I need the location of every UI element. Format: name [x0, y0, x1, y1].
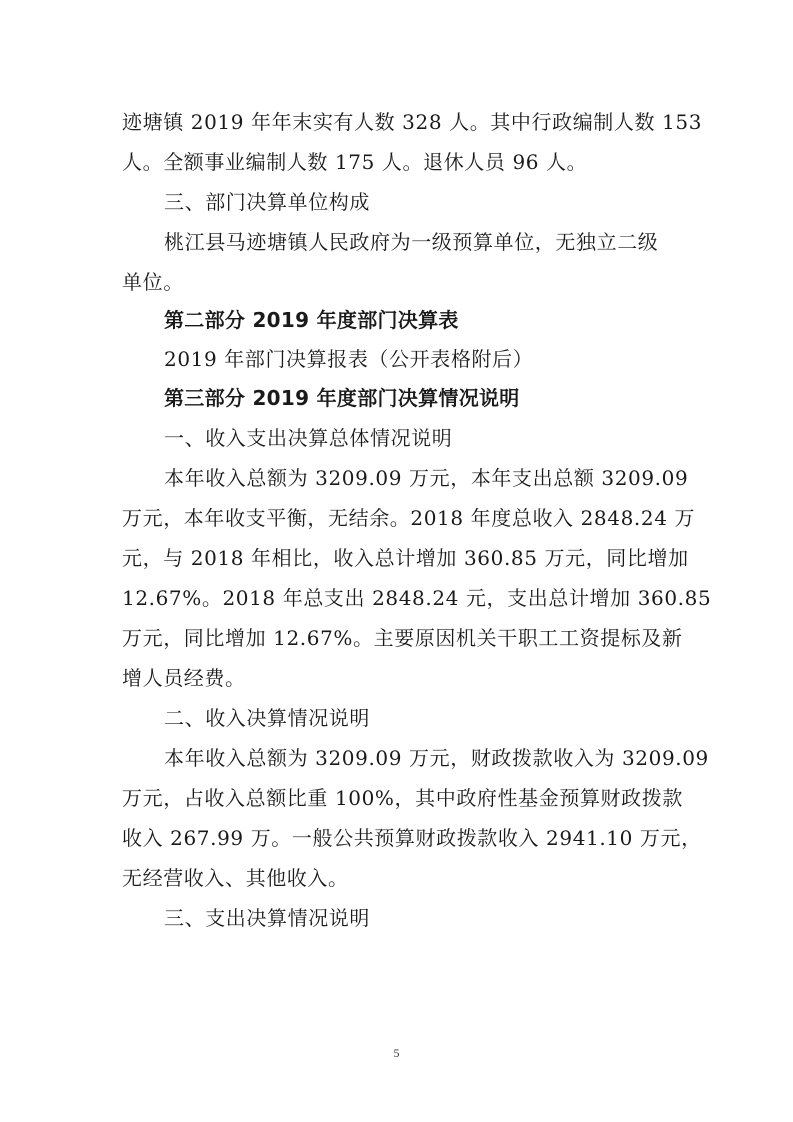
paragraph-line: 万元，占收入总额比重 100%，其中政府性基金预算财政拨款: [122, 786, 683, 810]
paragraph-line: 2019 年部门决算报表（公开表格附后）: [164, 347, 534, 371]
section-heading: 三、部门决算单位构成: [164, 190, 370, 214]
paragraph-line: 本年收入总额为 3209.09 万元，财政拨款收入为 3209.09: [164, 746, 709, 770]
paragraph-line: 万元，同比增加 12.67%。主要原因机关干职工工资提标及新: [122, 626, 683, 650]
section-heading: 三、支出决算情况说明: [164, 906, 370, 930]
section-heading: 一、收入支出决算总体情况说明: [164, 426, 453, 450]
paragraph-line: 单位。: [122, 270, 184, 294]
paragraph-line: 本年收入总额为 3209.09 万元，本年支出总额 3209.09: [164, 466, 689, 490]
paragraph-line: 收入 267.99 万。一般公共预算财政拨款收入 2941.10 万元，: [122, 826, 702, 850]
paragraph-line: 元，与 2018 年相比，收入总计增加 360.85 万元，同比增加: [122, 546, 689, 570]
paragraph-line: 增人员经费。: [122, 666, 246, 690]
paragraph-line: 无经营收入、其他收入。: [122, 866, 349, 890]
paragraph-line: 迹塘镇 2019 年年末实有人数 328 人。其中行政编制人数 153: [122, 110, 703, 134]
paragraph-line: 万元，本年收支平衡，无结余。2018 年度总收入 2848.24 万: [122, 506, 696, 530]
paragraph-line: 12.67%。2018 年总支出 2848.24 元，支出总计增加 360.85: [122, 586, 712, 610]
part-heading: 第二部分 2019 年度部门决算表: [164, 308, 459, 332]
paragraph-line: 桃江县马迹塘镇人民政府为一级预算单位，无独立二级: [164, 230, 659, 254]
page-number: 5: [393, 1046, 400, 1060]
section-heading: 二、收入决算情况说明: [164, 706, 370, 730]
part-heading: 第三部分 2019 年度部门决算情况说明: [164, 386, 520, 410]
paragraph-line: 人。全额事业编制人数 175 人。退休人员 96 人。: [122, 150, 588, 174]
